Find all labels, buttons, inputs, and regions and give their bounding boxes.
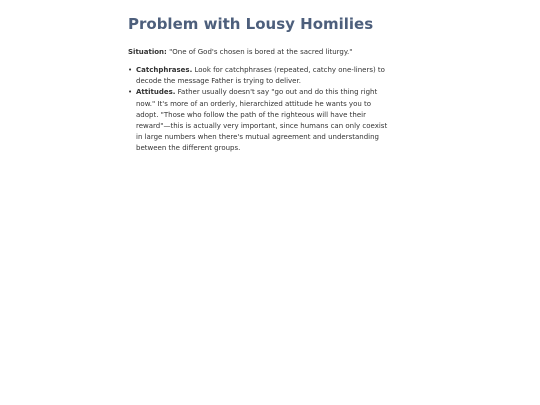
article	[128, 14, 388, 155]
bullet-icon: •	[128, 88, 133, 97]
situation-text: "One of God's chosen is bored at the sacred liturgy."	[166, 48, 353, 56]
page-title: Problem with Lousy Homilies	[128, 15, 374, 33]
bullet-list	[128, 65, 388, 155]
situation-paragraph	[128, 47, 388, 58]
bullet-term: Catchphrases.	[136, 66, 193, 74]
list-item-catchphrases	[128, 65, 388, 87]
situation-label: Situation:	[128, 48, 167, 56]
bullet-icon: •	[128, 66, 133, 74]
bullet-term: Attitudes.	[136, 88, 176, 97]
bullet-text: Father usually doesn't say "go out and do this thing right now." It's more of an orderly, hierarchized attitude he wants you to adopt. "Those who follow the path of the righteous will have their reward"—this is actually very important, since humans can only coexist in large numbers when there's mutual agreement and understanding between the different groups.	[136, 88, 388, 153]
bullet-text: Look for catchphrases (repeated, catchy one-liners) to decode the message Father is trying to deliver.	[136, 66, 385, 86]
list-item-attitudes	[128, 87, 388, 154]
